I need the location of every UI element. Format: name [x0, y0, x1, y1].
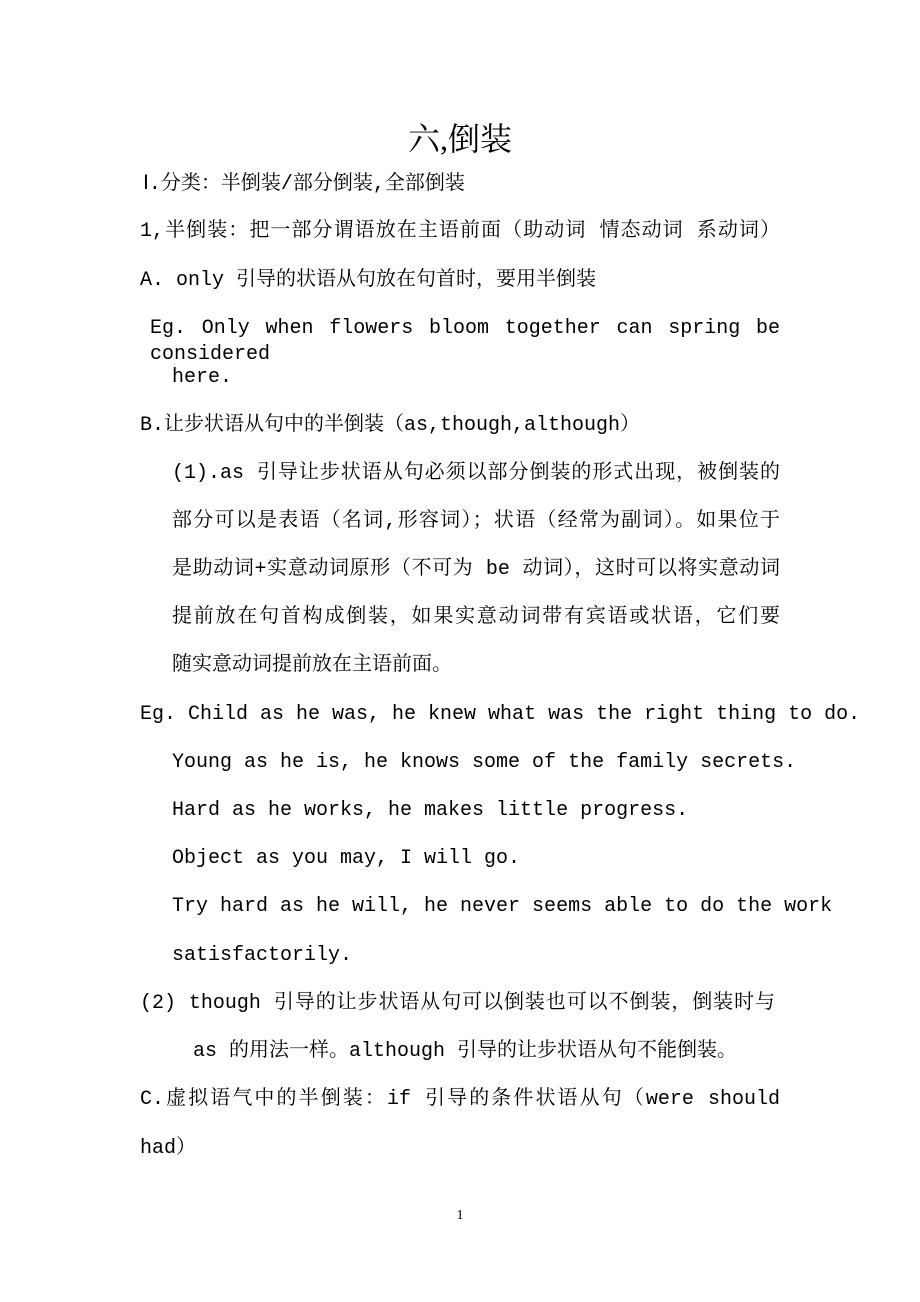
- example-line: Try hard as he will, he never seems able to do the work: [172, 895, 833, 918]
- section-heading-classification: Ⅰ.分类：半倒装/部分倒装,全部倒装: [143, 173, 465, 196]
- rule-c: C.虚拟语气中的半倒装：if 引导的条件状语从句（were should: [140, 1088, 780, 1111]
- page-number: 1: [456, 1208, 464, 1223]
- rule-b: B.让步状语从句中的半倒装（as,though,although）: [140, 414, 641, 437]
- example-line: Eg. Child as he was, he knew what was the right thing to do.: [140, 703, 861, 726]
- example-line: satisfactorily.: [172, 944, 353, 967]
- paragraph-line: 是助动词+实意动词原形（不可为 be 动词），这时可以将实意动词: [172, 558, 780, 581]
- rule-c-continued: had）: [140, 1137, 197, 1160]
- page-title: 六,倒装: [407, 121, 512, 157]
- rule-a: A. only 引导的状语从句放在句首时，要用半倒装: [140, 269, 597, 292]
- example-line: Young as he is, he knows some of the family secrets.: [172, 751, 797, 774]
- subsection-heading-partial-inversion: 1,半倒装：把一部分谓语放在主语前面（助动词 情态动词 系动词）: [140, 220, 780, 243]
- paragraph-line: 部分可以是表语（名词,形容词）；状语（经常为副词）。如果位于: [172, 510, 780, 533]
- example-line: here.: [172, 366, 233, 389]
- example-line: Object as you may, I will go.: [172, 847, 521, 870]
- paragraph-line: as 的用法一样。although 引导的让步状语从句不能倒装。: [193, 1040, 738, 1063]
- example-line: Eg. Only when flowers bloom together can spring be considered: [150, 317, 780, 366]
- paragraph-line: 提前放在句首构成倒装，如果实意动词带有宾语或状语，它们要: [172, 606, 780, 629]
- paragraph-line: (2) though 引导的让步状语从句可以倒装也可以不倒装，倒装时与: [140, 992, 775, 1015]
- paragraph-line: 随实意动词提前放在主语前面。: [172, 654, 452, 677]
- paragraph-line: (1).as 引导让步状语从句必须以部分倒装的形式出现，被倒装的: [172, 462, 780, 485]
- example-line: Hard as he works, he makes little progress.: [172, 799, 689, 822]
